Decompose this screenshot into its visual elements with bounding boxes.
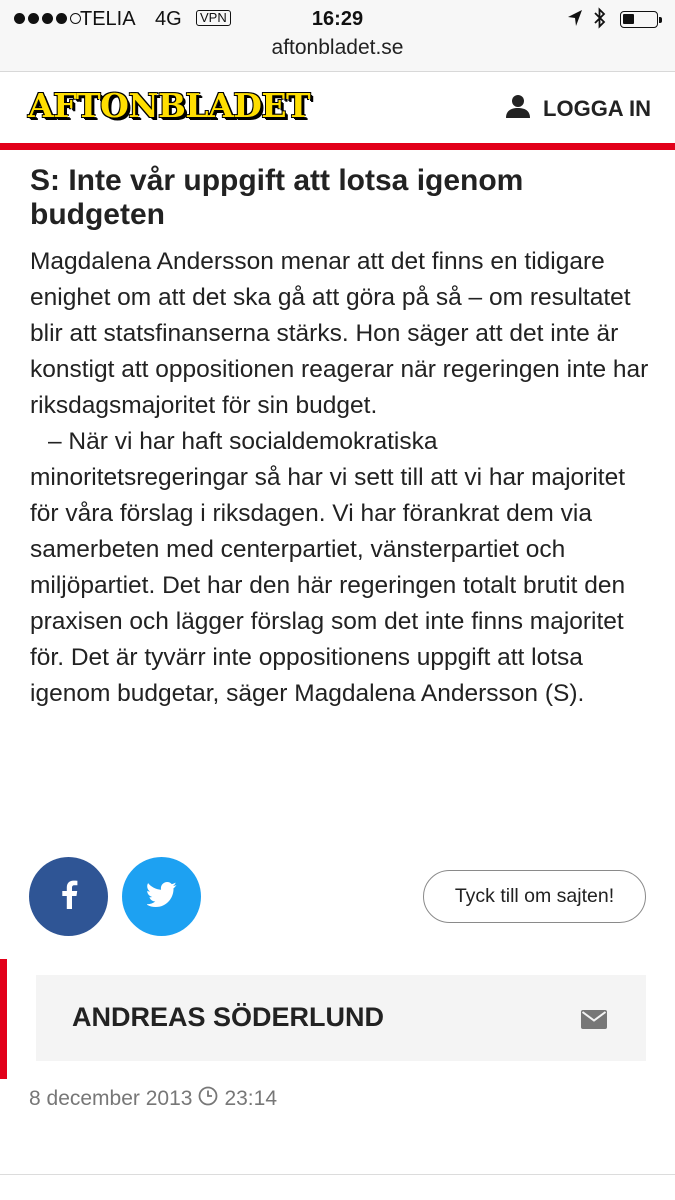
status-time: 16:29 [311,8,364,30]
vpn-badge: VPN [196,10,231,26]
login-label: LOGGA IN [543,96,651,121]
footer-divider [0,1174,675,1175]
article-headline: S: Inte vår uppgift att lotsa igenom budgeten [30,164,524,231]
ios-status-bar [0,0,675,72]
publish-time: 23:14 [224,1087,278,1110]
feedback-button[interactable]: Tyck till om sajten! [423,870,646,923]
article-paragraph: Magdalena Andersson menar att det finns en tidigare enighet om att det ska gå att göra på så – om resultatet blir att statsfinanserna stärks. Hon säger att det inte är konstigt att oppositionen reagerar när regeringen inte har riksdagsmajoritet för sin budget. [30,248,649,419]
author-box [36,975,646,1061]
address-bar-url[interactable]: aftonbladet.se [271,36,404,59]
facebook-share-button[interactable] [29,857,108,936]
clock-icon [198,1086,218,1112]
author-accent-bar [0,959,7,1079]
header-divider [0,143,675,150]
author-name[interactable]: ANDREAS SÖDERLUND [72,1002,385,1032]
article-body [30,244,650,712]
network-type: 4G [155,8,182,30]
user-icon [505,93,531,125]
carrier-name: TELIA [80,8,136,30]
bluetooth-icon [593,7,607,35]
location-arrow-icon [567,9,583,33]
mail-icon[interactable] [581,1010,607,1034]
battery-level [623,14,634,24]
facebook-icon [60,879,78,914]
publish-dateline [29,1085,277,1113]
publish-date: 8 december 2013 [29,1087,193,1110]
twitter-share-button[interactable] [122,857,201,936]
article-quote-paragraph: – När vi har haft socialdemokratiska minoritetsregeringar så har vi sett till att vi har majoritet för våra förslag i riksdagen. Vi har förankrat dem via samerbeten med centerpartiet, vänsterpartiet och miljöpartiet. Det har den här regeringen totalt brutit den praxisen och lägger förslag som det inte finns majoritet för. Det är tyvärr inte oppositionens uppgift att lotsa igenom budgetar, säger Magdalena Andersson (S). [30,428,626,707]
battery-icon [620,11,658,28]
login-button[interactable] [505,94,651,124]
twitter-icon [147,882,177,912]
aftonbladet-logo[interactable]: AFTONBLADET [28,86,311,125]
site-header [0,72,675,150]
